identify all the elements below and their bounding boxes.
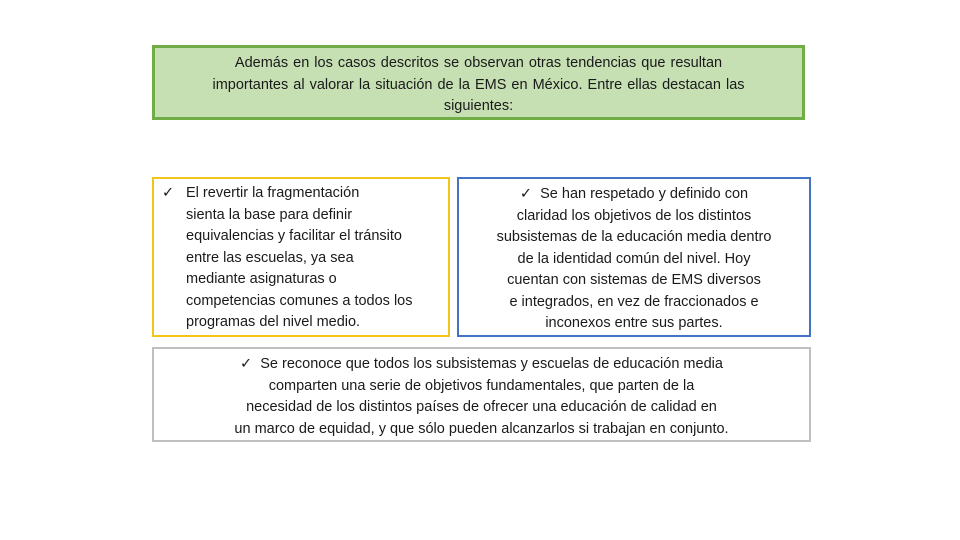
objectives-box — [457, 177, 811, 337]
objectives-line-2: claridad los objetivos de los distintos — [516, 207, 752, 224]
fragmentation-item — [162, 183, 440, 334]
fragmentation-line-3: equivalencias y facilitar el tránsito — [186, 228, 402, 244]
intro-line-2: importantes al valorar la situación de la EMS en México. Entre ellas destacan las — [212, 76, 745, 93]
shared-line-2: comparten una serie de objetivos fundamentales, que parten de la — [268, 377, 695, 394]
checkmark-icon: ✓ — [162, 185, 175, 201]
shared-line-4: un marco de equidad, y que sólo pueden alcanzarlos si trabajan en conjunto. — [234, 420, 729, 437]
intro-box — [152, 45, 805, 120]
shared-objectives-box — [152, 347, 811, 442]
objectives-line-6: e integrados, en vez de fraccionados e — [509, 293, 759, 310]
objectives-line-3: subsistemas de la educación media dentro — [496, 229, 772, 245]
fragmentation-line-2: sienta la base para definir — [186, 206, 353, 223]
fragmentation-text — [186, 183, 440, 334]
shared-line-1 — [160, 354, 803, 376]
objectives-line-1-text: Se han respetado y definido con — [540, 186, 749, 202]
fragmentation-line-4: entre las escuelas, ya sea — [186, 249, 354, 266]
objectives-line-4: de la identidad común del nivel. Hoy — [517, 250, 751, 267]
fragmentation-box — [152, 177, 450, 337]
intro-line-1: Además en los casos descritos se observan otras tendencias que resultan — [234, 55, 723, 71]
shared-line-1-text: Se reconoce que todos los subsistemas y escuelas de educación media — [260, 356, 723, 372]
fragmentation-line-5: mediante asignaturas o — [186, 271, 337, 287]
fragmentation-line-7: programas del nivel medio. — [186, 314, 361, 330]
objectives-line-1 — [465, 184, 803, 206]
intro-line-3: siguientes: — [443, 98, 514, 114]
checkmark-icon: ✓ — [519, 186, 533, 202]
objectives-line-5: cuentan con sistemas de EMS diversos — [507, 272, 761, 288]
shared-line-3: necesidad de los distintos países de ofrecer una educación de calidad en — [246, 399, 717, 415]
checkmark-icon: ✓ — [240, 356, 253, 372]
fragmentation-line-1: El revertir la fragmentación — [186, 185, 360, 201]
objectives-line-7: inconexos entre sus partes. — [545, 315, 723, 331]
fragmentation-line-6: competencias comunes a todos los — [186, 292, 413, 309]
